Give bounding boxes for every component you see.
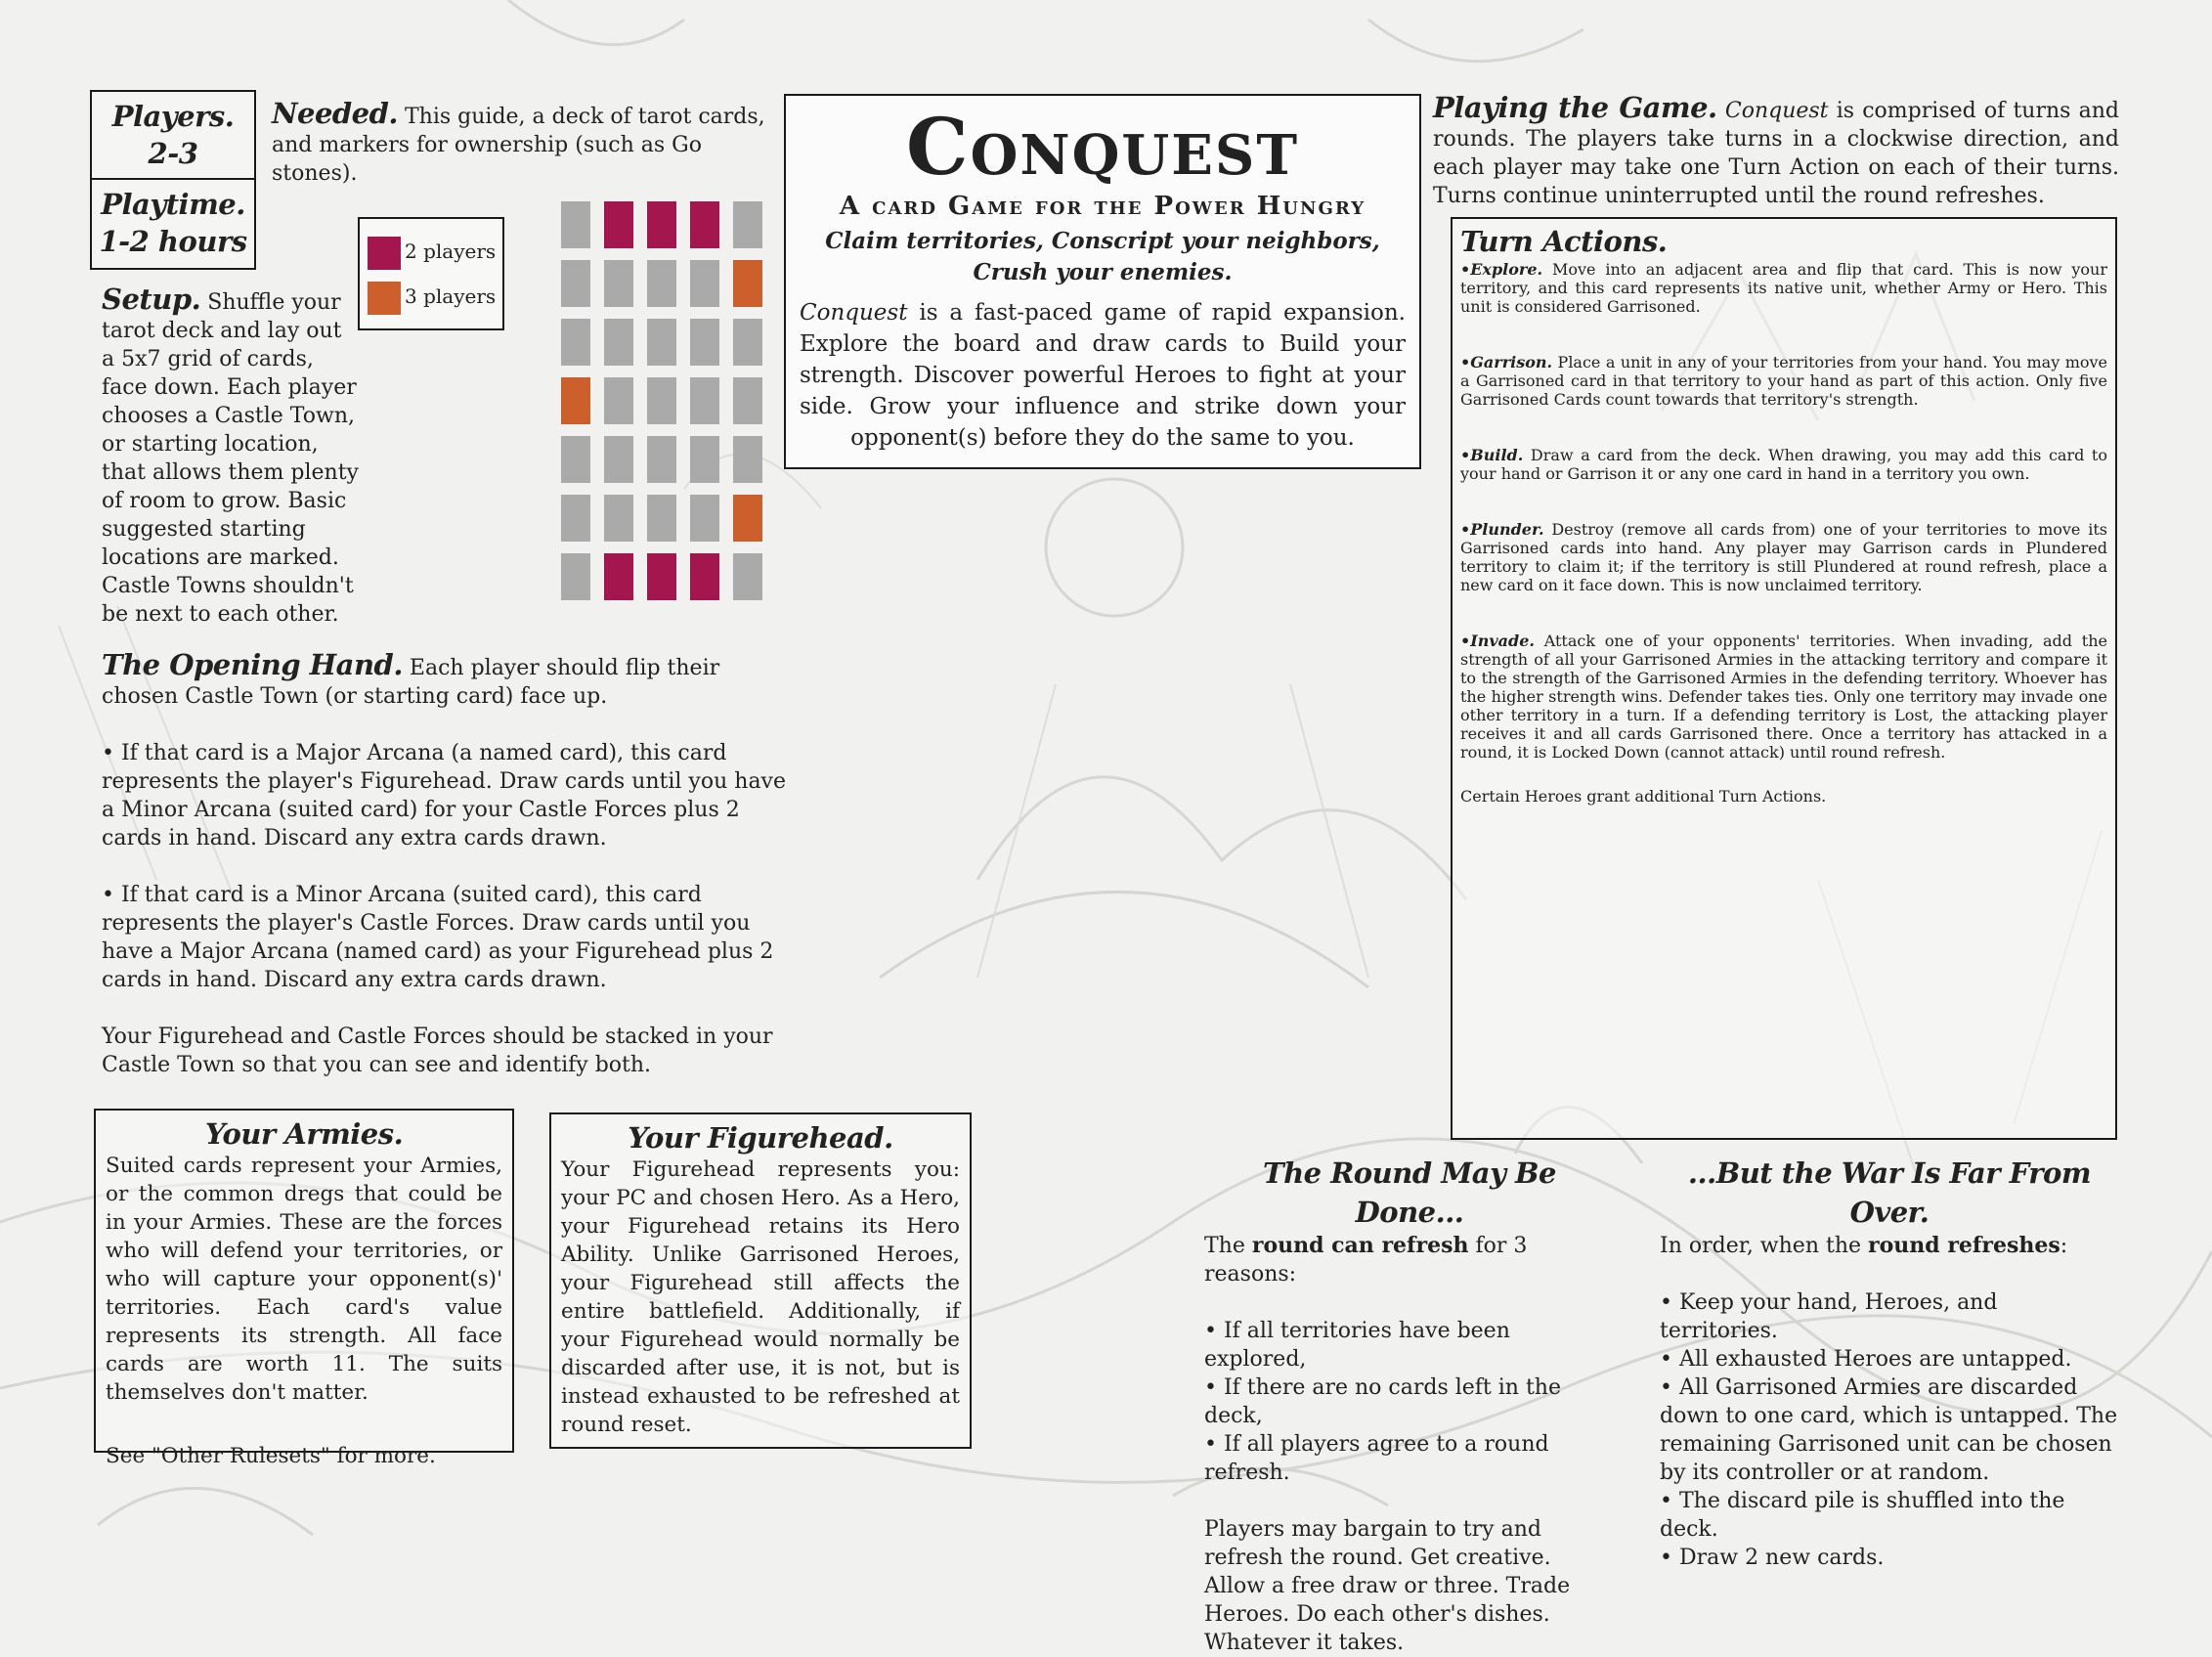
tagline-1: Claim territories, Conscript your neighbors, [825,228,1380,254]
legend-three-players [368,274,502,319]
game-description [800,297,1406,454]
action-garrison-name: Garrison. [1470,353,1553,371]
grid-card-grey [604,495,633,542]
grid-card-grey [561,553,590,600]
action-plunder-text: Destroy (remove all cards from) one of your territories to move its Garrisoned cards into hand. Any player may Garrison cards in Plundered territory to claim it; if the territory is still Plundered at round refresh, place a new card on it face down. This is now unclaimed territory. [1460,520,2107,594]
war-section [1660,1154,2119,1572]
grid-card-grey [690,260,719,307]
grid-card-two [647,201,676,248]
round-done-title: The Round May Be Done... [1263,1156,1556,1229]
grid-card-grey [647,495,676,542]
round-done-intro [1204,1232,1615,1288]
game-title: Conquest [905,101,1300,193]
figurehead-title: Your Figurehead. [628,1121,893,1155]
setup-title: Setup. [102,283,201,316]
action-plunder: •Plunder. Destroy (remove all cards from) one of your territories to move its Garrisoned cards into hand. Any player may Garrison cards in Plundered territory to claim it; if the territory is still Plundered at round refresh, place a new card on it face down. This is now unclaimed territory. [1460,520,2107,594]
playtime-value: 1-2 hours [99,225,247,258]
round-done-section [1204,1154,1615,1657]
opening-intro [102,648,792,711]
legend-box [358,217,504,330]
action-explore: •Explore. Move into an adjacent area and flip that card. This is now your territory, and this card represents its native unit, whether Army or Hero. This unit is considered Garrisoned. [1460,260,2107,316]
opening-intro-text: Each player should flip their chosen Castle Town (or starting card) face up. [102,656,720,709]
grid-card-grey [733,319,762,366]
war-bullet-3: • All Garrisoned Armies are discarded down to one card, which is untapped. The remaining Garrisoned unit can be chosen by its controller or at random. [1660,1375,2118,1485]
opening-p1: • If that card is a Major Arcana (a named card), this card represents the player's Figurehead. Draw cards until you have a Minor Arcana (suited card) for your Castle Forces plus 2 cards in hand. Discard any extra cards drawn. [102,741,787,850]
round-done-bullet-2: • If there are no cards left in the deck, [1204,1375,1561,1428]
grid-card-grey [604,319,633,366]
players-label: Players. [111,100,235,133]
action-invade-text: Attack one of your opponents' territories. When invading, add the strength of all your Garrisoned Armies in the attacking territory and compare it to the strength of the Garrisoned Armies in the defending territory. Whoever has the higher strength wins. Defender takes ties. Only one territory may invade one other territory in a turn. If a defending territory is Lost, the attacking player receives it and all cards Garrisoned there. Once a territory has attacked in a round, it is Locked Down (cannot attack) until round refresh. [1460,632,2107,762]
playing-section [1433,91,2119,210]
action-explore-text: Move into an adjacent area and flip that card. This is now your territory, and this card represents its native unit, whether Army or Hero. This unit is considered Garrisoned. [1460,260,2107,316]
war-bullet-4: • The discard pile is shuffled into the deck. [1660,1489,2065,1542]
grid-card-grey [561,319,590,366]
grid-card-three [561,377,590,424]
setup-line: tarot deck and lay out [102,319,342,343]
grid-card-two [604,553,633,600]
grid-card-grey [733,553,762,600]
tagline-2: Crush your enemies. [973,259,1233,285]
round-done-intro-b: round can refresh [1251,1233,1469,1258]
grid-card-grey [647,436,676,483]
setup-line: a 5x7 grid of cards, [102,347,314,371]
grid-card-grey [690,436,719,483]
round-done-intro-a: The [1204,1234,1252,1258]
action-build: •Build. Draw a card from the deck. When drawing, you may add this card to your hand or Garrison it or any one card in hand in a territory you own. [1460,446,2107,483]
grid-card-grey [733,436,762,483]
war-intro-b: round refreshes [1868,1233,2060,1258]
action-garrison-text: Place a unit in any of your territories from your hand. You may move a Garrisoned card in that territory to your hand as part of this action. Only five Garrisoned Cards count towards that territory's strength. [1460,353,2107,409]
grid-card-grey [604,260,633,307]
turn-actions-title: Turn Actions. [1460,225,1668,258]
action-garrison: •Garrison. Place a unit in any of your territories from your hand. You may move a Garrisoned card in that territory to your hand as part of this action. Only five Garrisoned Cards count towards that territory's strength. [1460,353,2107,409]
legend-two-label: 2 players [405,240,497,263]
game-subtitle: A card Game for the Power Hungry [839,192,1366,221]
opening-title: The Opening Hand. [102,648,403,681]
setup-line: or starting location, [102,432,319,457]
action-invade-name: Invade. [1470,632,1535,650]
needed-section [272,97,770,188]
needed-title: Needed. [272,97,399,130]
armies-title: Your Armies. [204,1117,404,1151]
figurehead-box [549,1112,972,1449]
grid-card-grey [690,377,719,424]
grid-card-grey [561,201,590,248]
game-description-em: Conquest [800,300,908,326]
setup-line: chooses a Castle Town, [102,404,356,428]
grid-card-two [647,553,676,600]
setup-line: be next to each other. [102,602,339,627]
grid-card-grey [647,260,676,307]
armies-text: Suited cards represent your Armies, or the common dregs that could be in your Armies. These are the forces who will defend your territories, or who will capture your opponent(s)' territories. Each card's value represents its strength. All face cards are worth 11. The suits themselves don't matter. [106,1154,502,1405]
figurehead-text: Your Figurehead represents you: your PC and chosen Hero. As a Hero, your Figurehead retains its Hero Ability. Unlike Garrisoned Heroes, your Figurehead still affects the entire battlefield. Additionally, if your Figurehead would normally be discarded after use, it is not, but is instead exhausted to be refreshed at round reset. [561,1157,960,1437]
grid-card-three [733,495,762,542]
war-bullet-5: • Draw 2 new cards. [1660,1546,1885,1570]
war-bullet-2: • All exhausted Heroes are untapped. [1660,1347,2072,1372]
setup-line: that allows them plenty [102,460,359,485]
setup-line: Castle Towns shouldn't [102,574,354,598]
opening-p2: • If that card is a Minor Arcana (suited card), this card represents the player's Castle Forces. Draw cards until you have a Major Arcana (named card) as your Figurehead plus 2 cards in hand. Discard any extra cards drawn. [102,883,774,992]
action-explore-name: Explore. [1470,260,1543,279]
setup-section [102,285,366,629]
armies-box [94,1109,514,1468]
grid-card-grey [733,377,762,424]
armies-note: See "Other Rulesets" for more. [106,1444,436,1468]
setup-line: locations are marked. [102,545,339,570]
war-intro-c: : [2060,1234,2068,1258]
grid-card-grey [647,319,676,366]
action-build-text: Draw a card from the deck. When drawing, you may add this card to your hand or Garrison it or any one card in hand in a territory you own. [1460,446,2107,483]
card-grid [561,201,766,612]
round-done-intro-c: for 3 reasons: [1204,1234,1528,1286]
grid-card-grey [561,495,590,542]
setup-line-0 [102,285,366,317]
playtime-box [90,178,256,270]
grid-card-two [604,201,633,248]
setup-line: of room to grow. Basic [102,489,347,513]
playing-em: Conquest [1724,99,1829,123]
turn-actions-box [1451,217,2117,1140]
needed-text: This guide, a deck of tarot cards, and markers for ownership (such as Go stones). [272,105,765,186]
grid-card-grey [733,201,762,248]
setup-line-text-0: Shuffle your [200,290,341,315]
legend-two-players [368,229,502,274]
war-title: ...But the War Is Far From Over. [1687,1156,2092,1229]
grid-card-grey [561,260,590,307]
opening-hand-section [102,648,792,1079]
grid-card-grey [561,436,590,483]
title-box [784,94,1421,469]
players-value: 2-3 [148,137,198,170]
action-invade: •Invade. Attack one of your opponents' territories. When invading, add the strength of all your Garrisoned Armies in the attacking territory and compare it to the strength of the Garrisoned Armies in the defending territory. Whoever has the higher strength wins. Defender takes ties. Only one territory may invade one other territory in a turn. If a defending territory is Lost, the attacking player receives it and all cards Garrisoned there. Once a territory has attacked in a round, it is Locked Down (cannot attack) until round refresh. [1460,632,2107,762]
grid-card-grey [690,319,719,366]
war-bullet-1: • Keep your hand, Heroes, and territories. [1660,1290,1998,1343]
grid-card-grey [647,377,676,424]
players-box [90,90,256,180]
legend-three-label: 3 players [405,284,497,308]
war-intro [1660,1232,2119,1260]
playing-text: is comprised of turns and rounds. The players take turns in a clockwise direction, and each player may take one Turn Action on each of their turns. Turns continue uninterrupted until the round refreshes. [1433,99,2119,208]
grid-card-grey [604,377,633,424]
round-done-bullet-3: • If all players agree to a round refresh. [1204,1432,1549,1485]
war-intro-a: In order, when the [1660,1234,1869,1258]
grid-card-two [690,201,719,248]
opening-p3: Your Figurehead and Castle Forces should be stacked in your Castle Town so that you can see and identify both. [102,1025,773,1077]
legend-two-swatch [368,237,401,270]
action-plunder-name: Plunder. [1470,520,1544,539]
grid-card-three [733,260,762,307]
playing-title: Playing the Game. [1433,91,1717,124]
playtime-label: Playtime. [101,188,245,221]
grid-card-grey [604,436,633,483]
round-done-bullet-1: • If all territories have been explored, [1204,1319,1510,1372]
action-build-name: Build. [1470,446,1524,464]
turn-actions-footer: Certain Heroes grant additional Turn Actions. [1460,787,1827,806]
setup-line: face down. Each player [102,375,357,400]
setup-line: suggested starting [102,517,306,542]
round-done-closing: Players may bargain to try and refresh the round. Get creative. Allow a free draw or three. Trade Heroes. Do each other's dishes. Whatever it takes. [1204,1517,1571,1655]
legend-three-swatch [368,282,401,315]
game-description-text: is a fast-paced game of rapid expansion. Explore the board and draw cards to Build your strength. Discover powerful Heroes to fight at your side. Grow your influence and strike down your opponent(s) before they do the same to you. [800,300,1406,451]
grid-card-two [690,553,719,600]
grid-card-grey [690,495,719,542]
